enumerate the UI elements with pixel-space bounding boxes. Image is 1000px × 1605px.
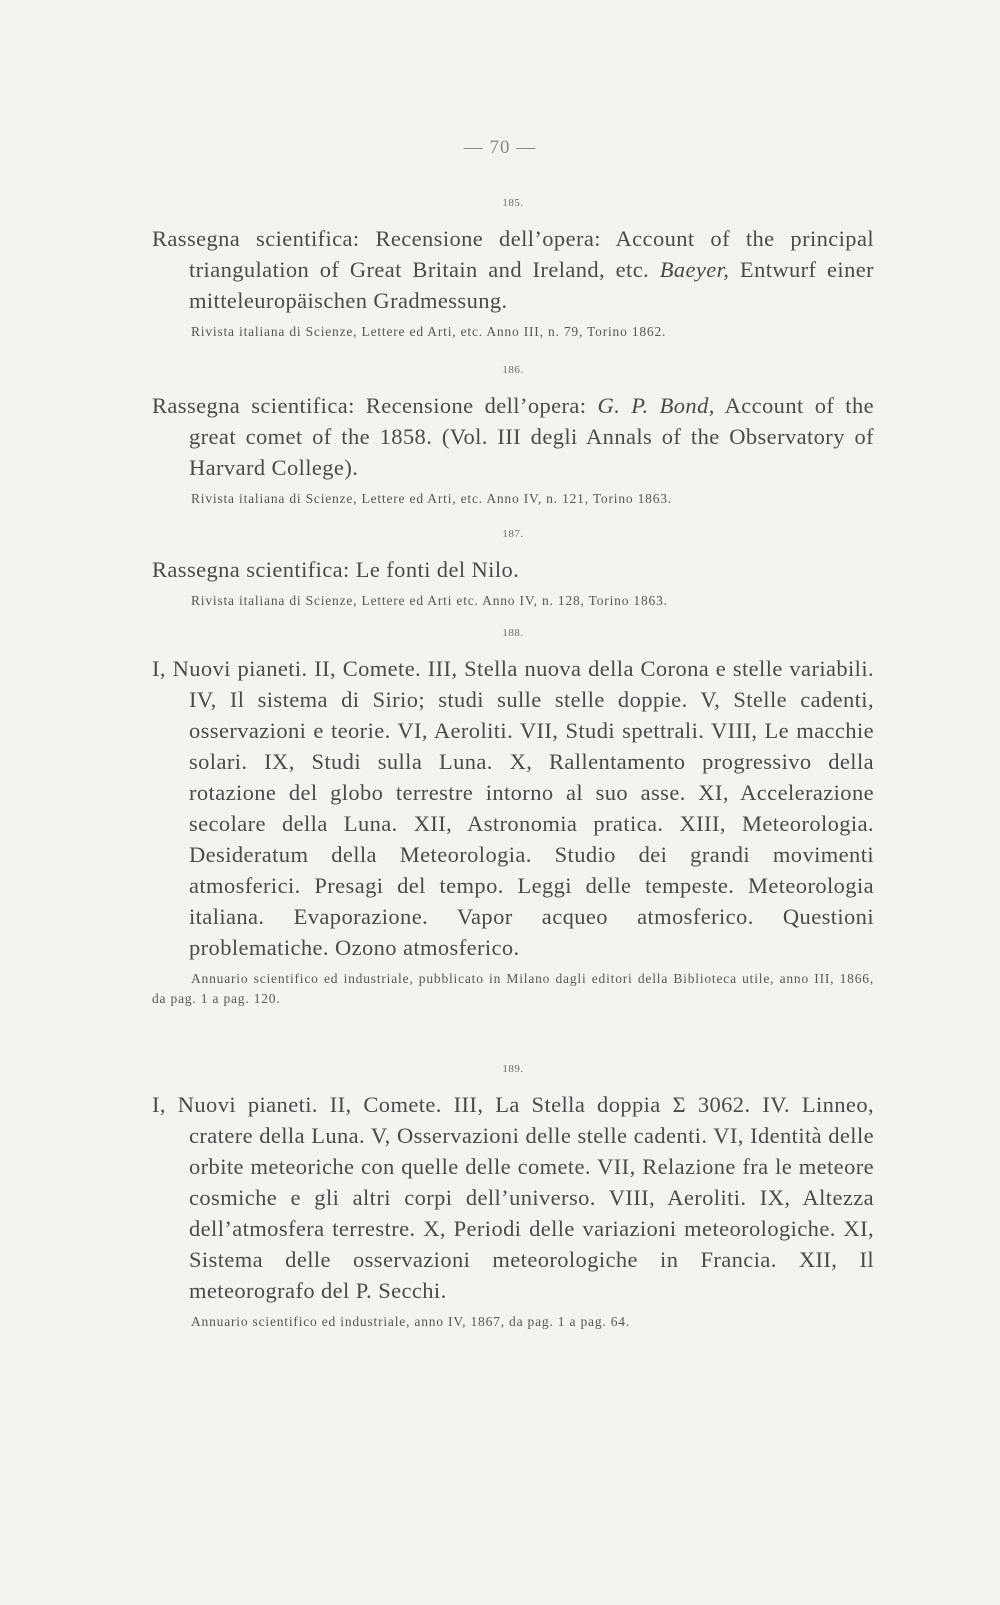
bibliography-entry-185 xyxy=(152,197,874,342)
entry-text: I, Nuovi pianeti. II, Comete. III, La Stella doppia Σ 3062. IV. Linneo, cratere della Luna. V, Osservazioni delle stelle cadenti. VI, Identità delle orbite meteoriche con quelle delle comete. VII, Relazione fra le meteore cosmiche e gli altri corpi dell’universo. VIII, Aeroliti. IX, Altezza dell’atmosfera terrestre. X, Periodi delle variazioni meteorologiche. XI, Sistema delle osservazioni meteorologiche in Francia. XII, Il meteorografo del P. Secchi. xyxy=(152,1092,874,1303)
bibliography-entry-187 xyxy=(152,528,874,611)
entry-source: Rivista italiana di Scienze, Lettere ed Arti, etc. Anno III, n. 79, Torino 1862. xyxy=(191,324,667,339)
entry-text: I, Nuovi pianeti. II, Comete. III, Stella nuova della Corona e stelle variabili. IV, Il sistema di Sirio; studi sulle stelle doppie. V, Stelle cadenti, osservazioni e teorie. VI, Aeroliti. VII, Studi spettrali. VIII, Le macchie solari. IX, Studi sulla Luna. X, Rallentamento progressivo della rotazione del globo terrestre intorno al suo asse. XI, Accelerazione secolare della Luna. XII, Astronomia pratica. XIII, Meteorologia. Desideratum della Meteorologia. Studio dei grandi movimenti atmosferici. Presagi del tempo. Leggi delle tempeste. Meteorologia italiana. Evaporazione. Vapor acqueo atmosferico. Questioni problematiche. Ozono atmosferico. xyxy=(152,656,874,960)
entry-source: Annuario scientifico ed industriale, anno IV, 1867, da pag. 1 a pag. 64. xyxy=(191,1314,631,1329)
italic-author: Baeyer, xyxy=(659,257,730,282)
entry-text: Rassegna scientifica: Le fonti del Nilo. xyxy=(152,557,520,582)
entry-source: Annuario scientifico ed industriale, pubblicato in Milano dagli editori della Biblioteca utile, anno III, 1866, da pag. 1 a pag. 120. xyxy=(152,971,874,1006)
italic-author: G. P. Bond, xyxy=(597,393,715,418)
entry-source: Rivista italiana di Scienze, Lettere ed Arti etc. Anno IV, n. 128, Torino 1863. xyxy=(191,593,668,608)
entry-text: Rassegna scientifica: Recensione dell’opera: Account of the principal triangulation of Great Britain and Ireland, etc. Baeyer, Entwurf einer mitteleuropäischen Gradmessung. xyxy=(152,226,874,313)
entry-text: Rassegna scientifica: Recensione dell’opera: G. P. Bond, Account of the great comet of the 1858. (Vol. III degli Annals of the Observatory of Harvard College). xyxy=(152,393,874,480)
bibliography-entry-186 xyxy=(152,364,874,509)
entry-number: 187. xyxy=(502,528,524,540)
entry-number: 186. xyxy=(502,364,524,376)
entry-source: Rivista italiana di Scienze, Lettere ed Arti, etc. Anno IV, n. 121, Torino 1863. xyxy=(191,491,672,506)
page-number: — 70 — xyxy=(463,137,537,158)
entry-number: 188. xyxy=(502,627,524,639)
bibliography-entry-188 xyxy=(152,627,874,1009)
bibliography-entry-189 xyxy=(152,1063,874,1332)
entry-number: 185. xyxy=(502,197,524,209)
entry-number: 189. xyxy=(502,1063,524,1075)
